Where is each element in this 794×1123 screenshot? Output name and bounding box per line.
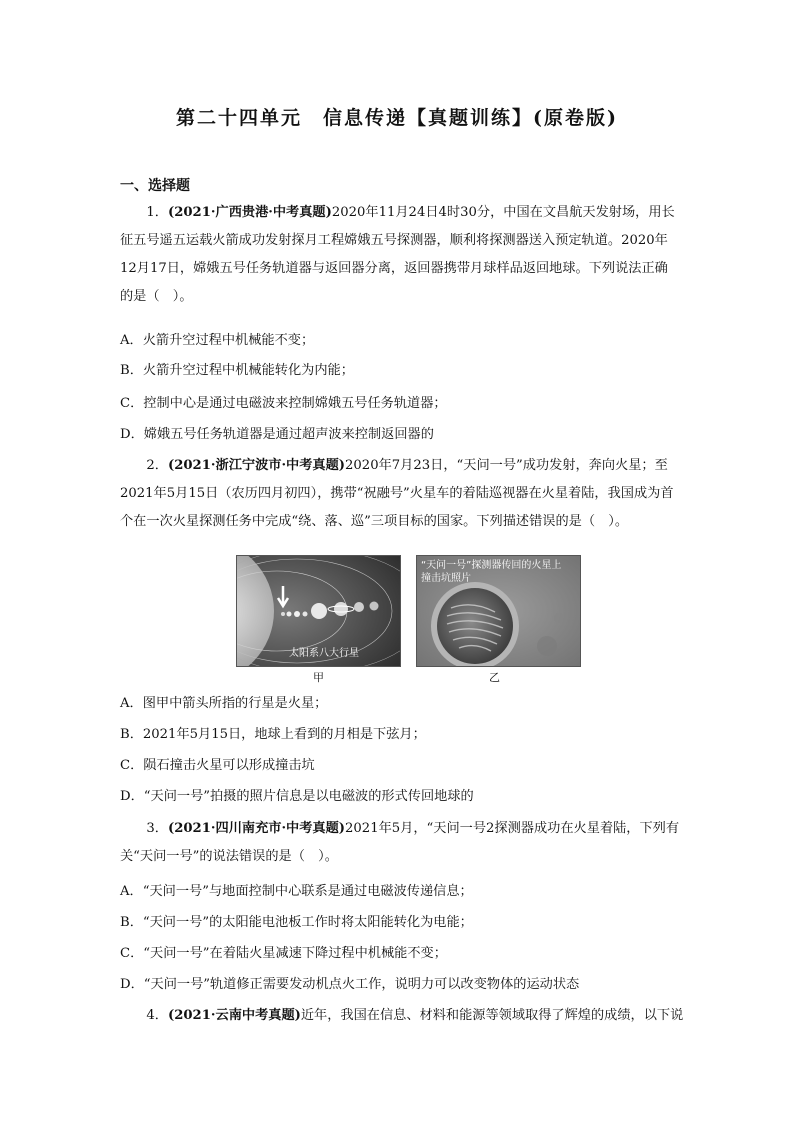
q2-option-b: B．2021年5月15日，地球上看到的月相是下弦月； bbox=[120, 727, 426, 742]
question-3-stem bbox=[120, 815, 680, 871]
q3-option-b: B．“天问一号”的太阳能电池板工作时将太阳能转化为电能； bbox=[120, 915, 473, 930]
figure-mars-crater bbox=[416, 555, 581, 667]
question-number: 1． bbox=[146, 205, 168, 220]
q2-option-d: D．“天问一号”拍摄的照片信息是以电磁波的形式传回地球的 bbox=[120, 789, 474, 804]
question-number: 4． bbox=[146, 1008, 168, 1023]
figure-a-label: 太阳系八大行星 bbox=[289, 648, 359, 659]
figure-b-label: “天问一号”探测器传回的火星上撞击坑照片 bbox=[421, 560, 562, 584]
figure-a-caption: 甲 bbox=[313, 671, 324, 684]
question-source: (2021·浙江宁波市·中考真题) bbox=[167, 458, 346, 473]
section-heading: 一、选择题 bbox=[120, 178, 190, 194]
question-2-stem bbox=[120, 452, 680, 536]
question-source: (2021·广西贵港·中考真题) bbox=[167, 205, 332, 220]
q3-option-c: C．“天问一号”在着陆火星减速下降过程中机械能不变； bbox=[120, 946, 447, 961]
question-source: (2021·四川南充市·中考真题) bbox=[167, 821, 346, 836]
question-text: 近年，我国在信息、材料和能源等领域取得了辉煌的成绩，以下说 bbox=[300, 1008, 684, 1023]
question-number: 3． bbox=[146, 821, 168, 836]
figure-solar-system bbox=[236, 555, 401, 667]
question-text: 2021年5月，“天问一号2探测器成功在火星着陆，下列有关“天问一号”的说法错误的是（ ）。 bbox=[120, 821, 680, 864]
figure-b-caption: 乙 bbox=[489, 671, 500, 684]
q2-option-a: A．图甲中箭头所指的行星是火星； bbox=[120, 696, 328, 711]
q3-option-d: D．“天问一号”轨道修正需要发动机点火工作，说明力可以改变物体的运动状态 bbox=[120, 977, 580, 992]
question-text: 2020年7月23日，“天问一号”成功发射，奔向火星；至2021年5月15日（农历四月初四），携带“祝融号”火星车的着陆巡视器在火星着陆，我国成为首个在一次火星探测任务中完成“绕、落、巡”三项目标的国家。下列描述错误的是（ ）。 bbox=[120, 458, 674, 529]
q2-option-c: C．陨石撞击火星可以形成撞击坑 bbox=[120, 758, 315, 773]
q1-option-c: C．控制中心是通过电磁波来控制嫦娥五号任务轨道器； bbox=[120, 396, 447, 411]
question-number: 2． bbox=[146, 458, 168, 473]
question-text: 2020年11月24日4时30分，中国在文昌航天发射场，用长征五号遥五运载火箭成功发射探月工程嫦娥五号探测器，顺利将探测器送入预定轨道。2020年12月17日，嫦娥五号任务轨道器与返回器分离，返回器携带月球样品返回地球。下列说法正确的是（ ）。 bbox=[120, 205, 675, 304]
question-source: (2021·云南中考真题) bbox=[167, 1008, 301, 1023]
q1-option-d: D．嫦娥五号任务轨道器是通过超声波来控制返回器的 bbox=[120, 427, 434, 442]
question-4-stem bbox=[120, 1002, 684, 1030]
page-title: 第二十四单元 信息传递【真题训练】(原卷版) bbox=[176, 107, 618, 129]
question-1-stem bbox=[120, 199, 680, 311]
q1-option-b: B．火箭升空过程中机械能转化为内能； bbox=[120, 363, 354, 378]
q3-option-a: A．“天问一号”与地面控制中心联系是通过电磁波传递信息； bbox=[120, 884, 473, 899]
q1-option-a: A．火箭升空过程中机械能不变； bbox=[120, 333, 315, 348]
